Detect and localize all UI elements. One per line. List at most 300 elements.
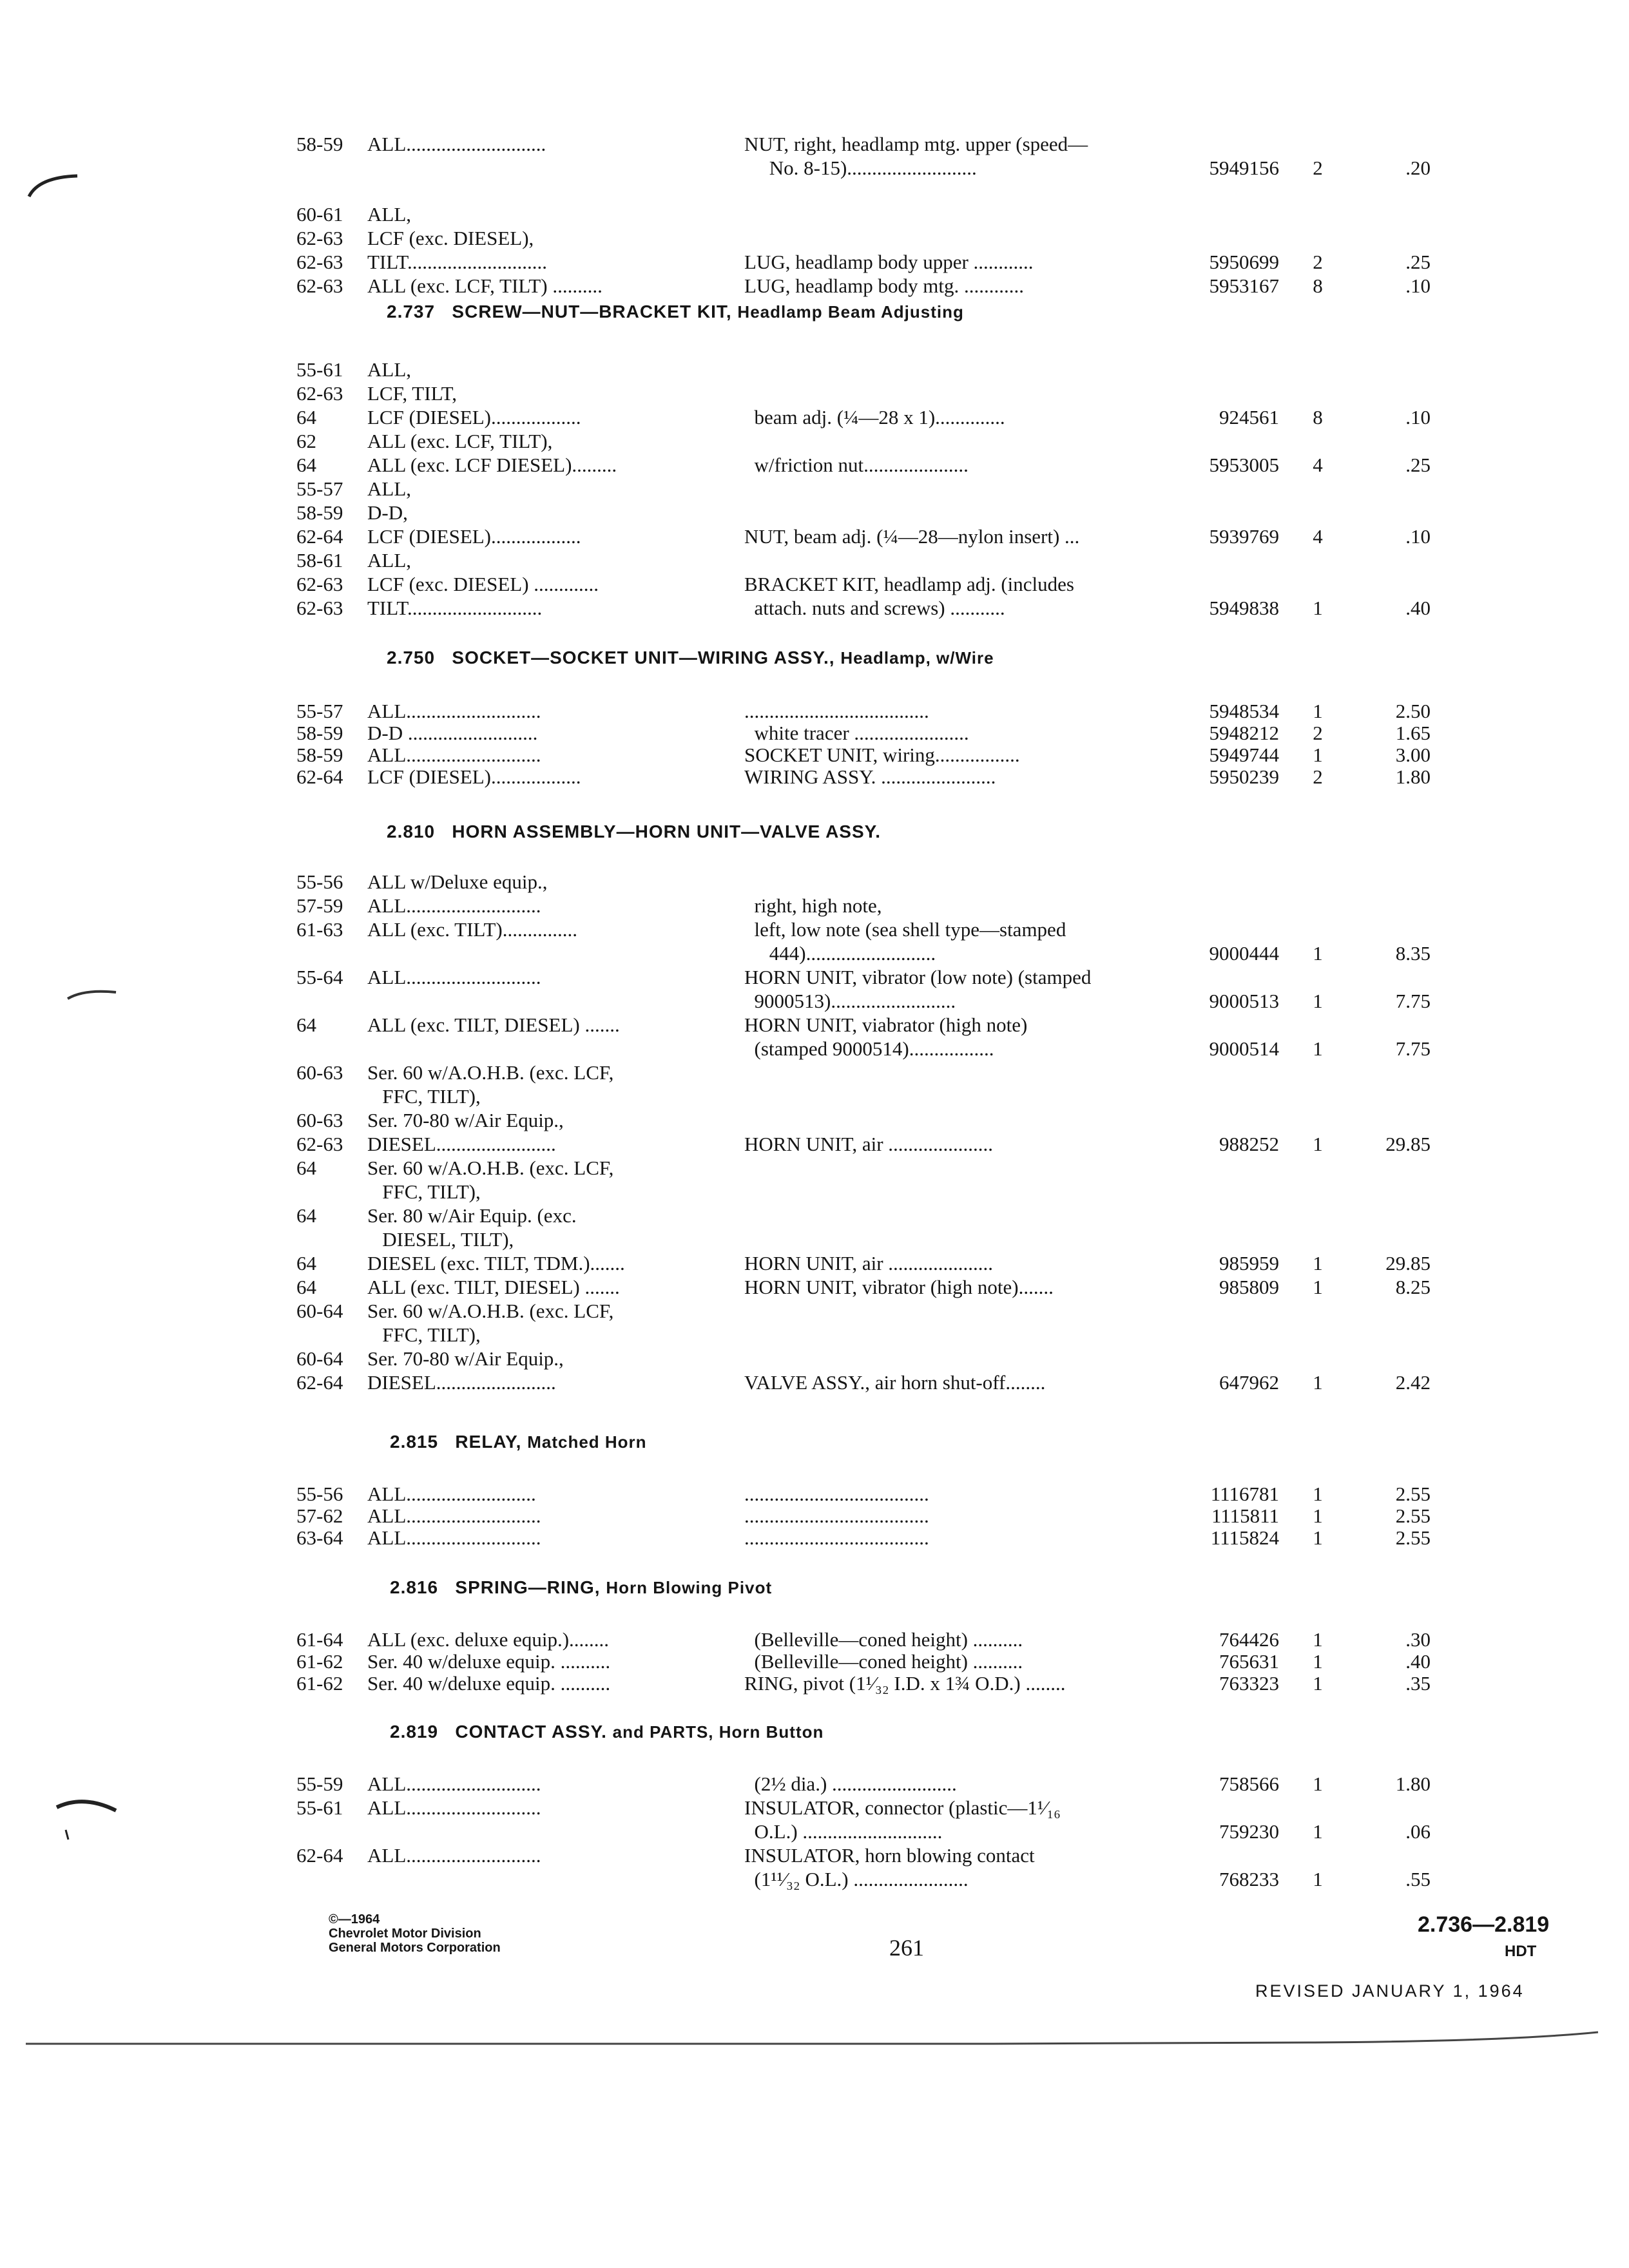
model-application: ALL........................... — [367, 744, 541, 766]
model-application: LCF (DIESEL).................. — [367, 765, 581, 788]
binder-mark-bottom — [52, 1791, 122, 1843]
year-range: 60-63 — [296, 1109, 343, 1131]
catalog-row — [296, 1649, 1456, 1671]
year-range: 55-61 — [296, 1796, 343, 1819]
model-application: DIESEL (exc. TILT, TDM.)....... — [367, 1252, 625, 1274]
part-description: left, low note (sea shell type—stamped — [744, 918, 1066, 941]
model-application: ALL (exc. LCF, TILT) .......... — [367, 274, 602, 297]
catalog-row — [296, 1251, 1456, 1275]
list-price: 2.42 — [1395, 1371, 1431, 1394]
part-description: SOCKET UNIT, wiring................. — [744, 744, 1020, 766]
part-description: ..................................... — [744, 1504, 929, 1527]
catalog-row — [296, 1299, 1456, 1323]
list-price: .40 — [1405, 1650, 1431, 1673]
section-heading-2815 — [390, 1432, 647, 1452]
model-application: LCF (DIESEL).................. — [367, 525, 581, 548]
part-description: HORN UNIT, air ..................... — [744, 1252, 994, 1274]
part-description: beam adj. (¼—28 x 1).............. — [744, 406, 1005, 428]
part-description: right, high note, — [744, 894, 882, 917]
quantity: 1 — [1313, 1371, 1323, 1394]
list-price: 1.65 — [1395, 722, 1431, 744]
corporation-name: General Motors Corporation — [329, 1941, 501, 1955]
copyright-year: ©—1964 — [329, 1912, 380, 1927]
catalog-row — [296, 572, 1456, 596]
year-range: 64 — [296, 1252, 316, 1274]
part-description: 444).......................... — [744, 942, 936, 965]
binder-mark-middle — [64, 986, 122, 1005]
quantity: 1 — [1313, 1526, 1323, 1549]
year-range: 60-64 — [296, 1347, 343, 1370]
model-application: ALL, — [367, 358, 412, 381]
model-application: ALL........................... — [367, 894, 541, 917]
list-price: .35 — [1405, 1672, 1431, 1695]
year-range: 62-63 — [296, 251, 343, 273]
model-application: Ser. 60 w/A.O.H.B. (exc. LCF, — [367, 1061, 614, 1084]
list-price: 3.00 — [1395, 744, 1431, 766]
model-application: ALL (exc. TILT, DIESEL) ....... — [367, 1014, 620, 1036]
year-range: 57-59 — [296, 894, 343, 917]
part-number: 988252 — [1219, 1133, 1279, 1155]
catalog-row — [296, 381, 1456, 405]
list-price: .10 — [1405, 406, 1431, 428]
catalog-row — [296, 1013, 1456, 1037]
list-price: .30 — [1405, 1628, 1431, 1651]
part-number: 1115811 — [1211, 1504, 1279, 1527]
list-price: 7.75 — [1395, 990, 1431, 1012]
catalog-row — [296, 1482, 1456, 1504]
year-range: 55-61 — [296, 358, 343, 381]
model-application: DIESEL........................ — [367, 1133, 556, 1155]
part-number: 5948212 — [1209, 722, 1279, 744]
model-application: ALL (exc. TILT)............... — [367, 918, 577, 941]
catalog-block-2750 — [296, 699, 1456, 802]
list-price: .40 — [1405, 597, 1431, 619]
catalog-row — [296, 1370, 1456, 1394]
catalog-row — [296, 524, 1456, 548]
model-application: ALL, — [367, 549, 412, 572]
part-description: NUT, right, headlamp mtg. upper (speed— — [744, 133, 1088, 155]
quantity: 8 — [1313, 274, 1323, 297]
part-description: INSULATOR, connector (plastic—1¹⁄₁₆ — [744, 1796, 1061, 1819]
list-price: 29.85 — [1385, 1133, 1431, 1155]
year-range: 62-63 — [296, 227, 343, 249]
page-number: 261 — [889, 1935, 924, 1961]
part-description: HORN UNIT, air ..................... — [744, 1133, 994, 1155]
list-price: 1.80 — [1395, 1773, 1431, 1795]
model-application: ALL (exc. LCF, TILT), — [367, 430, 553, 452]
part-number: 5950699 — [1209, 251, 1279, 273]
model-application: DIESEL, TILT), — [367, 1228, 514, 1251]
quantity: 1 — [1313, 1276, 1323, 1298]
quantity: 1 — [1313, 1868, 1323, 1890]
catalog-block-2815 — [296, 1482, 1456, 1559]
model-application: TILT............................ — [367, 251, 547, 273]
catalog-row — [296, 1323, 1456, 1347]
year-range: 64 — [296, 454, 316, 476]
quantity: 4 — [1313, 525, 1323, 548]
catalog-row — [296, 1084, 1456, 1108]
year-range: 64 — [296, 1204, 316, 1227]
catalog-row — [296, 870, 1456, 894]
list-price: .06 — [1405, 1820, 1431, 1843]
year-range: 61-62 — [296, 1650, 343, 1673]
year-range: 58-59 — [296, 722, 343, 744]
year-range: 62-63 — [296, 274, 343, 297]
part-description: attach. nuts and screws) ........... — [744, 597, 1005, 619]
catalog-row — [296, 250, 1456, 274]
section-number: 2.737 — [387, 302, 436, 322]
part-number: 9000444 — [1209, 942, 1279, 965]
quantity: 2 — [1313, 251, 1323, 273]
model-application: LCF (exc. DIESEL) ............. — [367, 573, 599, 595]
catalog-row — [296, 894, 1456, 918]
catalog-row — [296, 1671, 1456, 1693]
catalog-row — [296, 548, 1456, 572]
section-subtitle: Horn Blowing Pivot — [606, 1578, 773, 1597]
model-application: ALL........................... — [367, 1844, 541, 1867]
part-description: HORN UNIT, vibrator (low note) (stamped — [744, 966, 1092, 988]
quantity: 1 — [1313, 1483, 1323, 1505]
section-number: 2.810 — [387, 822, 436, 841]
catalog-row — [296, 405, 1456, 429]
model-application: FFC, TILT), — [367, 1180, 481, 1203]
part-number: 5948534 — [1209, 700, 1279, 722]
year-range: 61-64 — [296, 1628, 343, 1651]
catalog-row — [296, 132, 1456, 156]
part-number: 1116781 — [1210, 1483, 1279, 1505]
year-range: 62-64 — [296, 765, 343, 788]
catalog-row — [296, 1843, 1456, 1867]
year-range: 64 — [296, 1276, 316, 1298]
list-price: .20 — [1405, 157, 1431, 179]
model-application: Ser. 40 w/deluxe equip. .......... — [367, 1650, 611, 1673]
part-description: w/friction nut..................... — [744, 454, 969, 476]
quantity: 1 — [1313, 1628, 1323, 1651]
year-range: 55-57 — [296, 700, 343, 722]
quantity: 1 — [1313, 1650, 1323, 1673]
model-application: ALL........................... — [367, 1773, 541, 1795]
section-subtitle: Headlamp, w/Wire — [840, 648, 994, 668]
part-description: white tracer ....................... — [744, 722, 969, 744]
section-number: 2.816 — [390, 1577, 439, 1597]
year-range: 55-56 — [296, 870, 343, 893]
part-number: 985809 — [1219, 1276, 1279, 1298]
part-description: O.L.) ............................ — [744, 1820, 943, 1843]
section-heading-2750 — [387, 648, 994, 668]
part-description: ..................................... — [744, 1526, 929, 1549]
catalog-row — [296, 1108, 1456, 1132]
part-description: ..................................... — [744, 1483, 929, 1505]
part-description: ..................................... — [744, 700, 929, 722]
catalog-row — [296, 1504, 1456, 1526]
quantity: 1 — [1313, 700, 1323, 722]
section-title: SOCKET—SOCKET UNIT—WIRING ASSY., — [452, 648, 835, 668]
year-range: 60-63 — [296, 1061, 343, 1084]
catalog-row — [296, 477, 1456, 501]
section-title: CONTACT ASSY. — [455, 1722, 607, 1742]
model-application: ALL (exc. LCF DIESEL)......... — [367, 454, 617, 476]
model-application: D-D, — [367, 501, 408, 524]
quantity: 1 — [1313, 1252, 1323, 1274]
page-edge-line — [26, 2028, 1629, 2054]
model-application: ALL, — [367, 477, 412, 500]
quantity: 1 — [1313, 942, 1323, 965]
revision-date: REVISED JANUARY 1, 1964 — [1255, 1981, 1525, 2001]
list-price: 8.25 — [1395, 1276, 1431, 1298]
list-price: .55 — [1405, 1868, 1431, 1890]
part-description: VALVE ASSY., air horn shut-off........ — [744, 1371, 1046, 1394]
part-number: 758566 — [1219, 1773, 1279, 1795]
part-description: (Belleville—coned height) .......... — [744, 1628, 1023, 1651]
catalog-row — [296, 941, 1456, 965]
section-number: 2.819 — [390, 1722, 439, 1742]
list-price: 7.75 — [1395, 1037, 1431, 1060]
section-heading-2816 — [390, 1577, 772, 1598]
year-range: 62-63 — [296, 597, 343, 619]
list-price: 2.50 — [1395, 700, 1431, 722]
part-number: 985959 — [1219, 1252, 1279, 1274]
section-title: SCREW—NUT—BRACKET KIT, — [452, 302, 732, 322]
year-range: 57-62 — [296, 1504, 343, 1527]
model-application: LCF, TILT, — [367, 382, 458, 405]
division-name: Chevrolet Motor Division — [329, 1927, 481, 1941]
part-description: HORN UNIT, viabrator (high note) — [744, 1014, 1028, 1036]
section-title: HORN ASSEMBLY—HORN UNIT—VALVE ASSY. — [452, 822, 882, 841]
model-application: Ser. 70-80 w/Air Equip., — [367, 1347, 564, 1370]
year-range: 61-62 — [296, 1672, 343, 1695]
quantity: 1 — [1313, 1504, 1323, 1527]
model-application: ALL, — [367, 203, 412, 226]
year-range: 62-63 — [296, 1133, 343, 1155]
catalog-row — [296, 1772, 1456, 1796]
copyright-notice — [329, 1912, 501, 1955]
model-application: ALL (exc. deluxe equip.)........ — [367, 1628, 610, 1651]
year-range: 62-64 — [296, 1371, 343, 1394]
model-application: LCF (exc. DIESEL), — [367, 227, 534, 249]
year-range: 58-59 — [296, 501, 343, 524]
quantity: 1 — [1313, 1672, 1323, 1695]
part-number: 5949838 — [1209, 597, 1279, 619]
quantity: 1 — [1313, 1773, 1323, 1795]
catalog-row — [296, 721, 1456, 743]
year-range: 60-61 — [296, 203, 343, 226]
catalog-row — [296, 1628, 1456, 1649]
part-description: BRACKET KIT, headlamp adj. (includes — [744, 573, 1074, 595]
quantity: 1 — [1313, 597, 1323, 619]
year-range: 62-63 — [296, 382, 343, 405]
part-number: 5939769 — [1209, 525, 1279, 548]
vehicle-code: HDT — [1505, 1943, 1537, 1960]
part-number: 764426 — [1219, 1628, 1279, 1651]
part-description: LUG, headlamp body upper ............ — [744, 251, 1034, 273]
part-description: (Belleville—coned height) .......... — [744, 1650, 1023, 1673]
catalog-row — [296, 1037, 1456, 1061]
part-number: 924561 — [1219, 406, 1279, 428]
part-description: LUG, headlamp body mtg. ............ — [744, 274, 1024, 297]
section-heading-2819 — [390, 1722, 824, 1742]
model-application: FFC, TILT), — [367, 1323, 481, 1346]
part-number: 5949156 — [1209, 157, 1279, 179]
part-description: HORN UNIT, vibrator (high note)....... — [744, 1276, 1054, 1298]
model-application: Ser. 60 w/A.O.H.B. (exc. LCF, — [367, 1157, 614, 1179]
model-application: Ser. 80 w/Air Equip. (exc. — [367, 1204, 577, 1227]
year-range: 58-59 — [296, 744, 343, 766]
list-price: 2.55 — [1395, 1483, 1431, 1505]
year-range: 61-63 — [296, 918, 343, 941]
model-application: Ser. 40 w/deluxe equip. .......... — [367, 1672, 611, 1695]
section-subtitle: Headlamp Beam Adjusting — [737, 302, 964, 322]
model-application: TILT........................... — [367, 597, 543, 619]
part-number: 768233 — [1219, 1868, 1279, 1890]
list-price: .25 — [1405, 251, 1431, 273]
year-range: 62-64 — [296, 525, 343, 548]
model-application: ALL........................... — [367, 700, 541, 722]
catalog-row — [296, 596, 1456, 620]
catalog-row — [296, 1796, 1456, 1820]
catalog-row — [296, 965, 1456, 989]
part-description: No. 8-15).......................... — [744, 157, 977, 179]
part-number: 5949744 — [1209, 744, 1279, 766]
catalog-row — [296, 156, 1456, 180]
model-application: ALL........................... — [367, 1526, 541, 1549]
quantity: 2 — [1313, 722, 1323, 744]
catalog-row — [296, 501, 1456, 524]
catalog-block-2810 — [296, 870, 1456, 1405]
section-subtitle: Matched Horn — [527, 1432, 647, 1452]
model-application: ALL.......................... — [367, 1483, 536, 1505]
catalog-row — [296, 765, 1456, 787]
part-description: 9000513)......................... — [744, 990, 956, 1012]
catalog-row — [296, 226, 1456, 250]
model-application: FFC, TILT), — [367, 1085, 481, 1108]
year-range: 55-56 — [296, 1483, 343, 1505]
quantity: 1 — [1313, 744, 1323, 766]
list-price: 2.55 — [1395, 1526, 1431, 1549]
section-subtitle: and PARTS, Horn Button — [612, 1722, 824, 1742]
quantity: 1 — [1313, 1820, 1323, 1843]
list-price: .10 — [1405, 274, 1431, 297]
part-number: 5953167 — [1209, 274, 1279, 297]
list-price: 29.85 — [1385, 1252, 1431, 1274]
catalog-row — [296, 918, 1456, 941]
section-number: 2.750 — [387, 648, 436, 668]
section-range: 2.736—2.819 — [1418, 1912, 1550, 1937]
model-application: ALL (exc. TILT, DIESEL) ....... — [367, 1276, 620, 1298]
catalog-row — [296, 274, 1456, 298]
model-application: D-D .......................... — [367, 722, 538, 744]
section-heading-2810 — [387, 822, 881, 842]
year-range: 58-59 — [296, 133, 343, 155]
list-price: 8.35 — [1395, 942, 1431, 965]
part-description: (2½ dia.) ......................... — [744, 1773, 957, 1795]
year-range: 55-64 — [296, 966, 343, 988]
year-range: 62-64 — [296, 1844, 343, 1867]
catalog-block-continuation — [296, 132, 1456, 297]
section-heading-2737 — [387, 302, 964, 322]
model-application: ALL........................... — [367, 1796, 541, 1819]
model-application: ALL........................... — [367, 966, 541, 988]
part-description: NUT, beam adj. (¼—28—nylon insert) ... — [744, 525, 1080, 548]
model-application: ALL........................... — [367, 1504, 541, 1527]
part-number: 765631 — [1219, 1650, 1279, 1673]
model-application: Ser. 70-80 w/Air Equip., — [367, 1109, 564, 1131]
part-description: (stamped 9000514)................. — [744, 1037, 994, 1060]
catalog-block-2816 — [296, 1628, 1456, 1705]
year-range: 62-63 — [296, 573, 343, 595]
part-description: (1¹¹⁄₃₂ O.L.) ....................... — [744, 1868, 969, 1890]
part-number: 763323 — [1219, 1672, 1279, 1695]
list-price: .10 — [1405, 525, 1431, 548]
part-number: 759230 — [1219, 1820, 1279, 1843]
catalog-row — [296, 202, 1456, 226]
year-range: 60-64 — [296, 1300, 343, 1322]
catalog-row — [296, 429, 1456, 453]
part-number: 647962 — [1219, 1371, 1279, 1394]
catalog-row — [296, 1156, 1456, 1180]
model-application: ALL w/Deluxe equip., — [367, 870, 548, 893]
section-number: 2.815 — [390, 1432, 439, 1452]
model-application: Ser. 60 w/A.O.H.B. (exc. LCF, — [367, 1300, 614, 1322]
year-range: 55-59 — [296, 1773, 343, 1795]
year-range: 64 — [296, 1157, 316, 1179]
part-number: 1115824 — [1210, 1526, 1279, 1549]
year-range: 55-57 — [296, 477, 343, 500]
year-range: 62 — [296, 430, 316, 452]
model-application: LCF (DIESEL).................. — [367, 406, 581, 428]
section-title: SPRING—RING, — [455, 1577, 601, 1597]
quantity: 4 — [1313, 454, 1323, 476]
binder-mark-top — [26, 171, 84, 203]
quantity: 2 — [1313, 157, 1323, 179]
catalog-row — [296, 1061, 1456, 1084]
catalog-row — [296, 1867, 1456, 1891]
part-number: 5950239 — [1209, 765, 1279, 788]
catalog-row — [296, 989, 1456, 1013]
part-number: 5953005 — [1209, 454, 1279, 476]
year-range: 63-64 — [296, 1526, 343, 1549]
quantity: 2 — [1313, 765, 1323, 788]
part-description: RING, pivot (1¹⁄₃₂ I.D. x 1¾ O.D.) ........ — [744, 1672, 1066, 1695]
catalog-row — [296, 1180, 1456, 1204]
quantity: 1 — [1313, 1037, 1323, 1060]
catalog-row — [296, 453, 1456, 477]
year-range: 58-61 — [296, 549, 343, 572]
list-price: 2.55 — [1395, 1504, 1431, 1527]
catalog-row — [296, 1347, 1456, 1370]
part-number: 9000514 — [1209, 1037, 1279, 1060]
catalog-row — [296, 1227, 1456, 1251]
catalog-block-2737 — [296, 358, 1456, 628]
catalog-row — [296, 1132, 1456, 1156]
part-number: 9000513 — [1209, 990, 1279, 1012]
catalog-row — [296, 358, 1456, 381]
catalog-row — [296, 1820, 1456, 1843]
quantity: 1 — [1313, 1133, 1323, 1155]
model-application: DIESEL........................ — [367, 1371, 556, 1394]
catalog-block-2819 — [296, 1772, 1456, 1901]
part-description: INSULATOR, horn blowing contact — [744, 1844, 1035, 1867]
quantity: 8 — [1313, 406, 1323, 428]
catalog-row — [296, 1204, 1456, 1227]
catalog-row — [296, 1526, 1456, 1548]
list-price: 1.80 — [1395, 765, 1431, 788]
catalog-row — [296, 743, 1456, 765]
model-application: ALL............................ — [367, 133, 546, 155]
section-title: RELAY, — [455, 1432, 522, 1452]
year-range: 64 — [296, 406, 316, 428]
part-description: WIRING ASSY. ....................... — [744, 765, 996, 788]
list-price: .25 — [1405, 454, 1431, 476]
